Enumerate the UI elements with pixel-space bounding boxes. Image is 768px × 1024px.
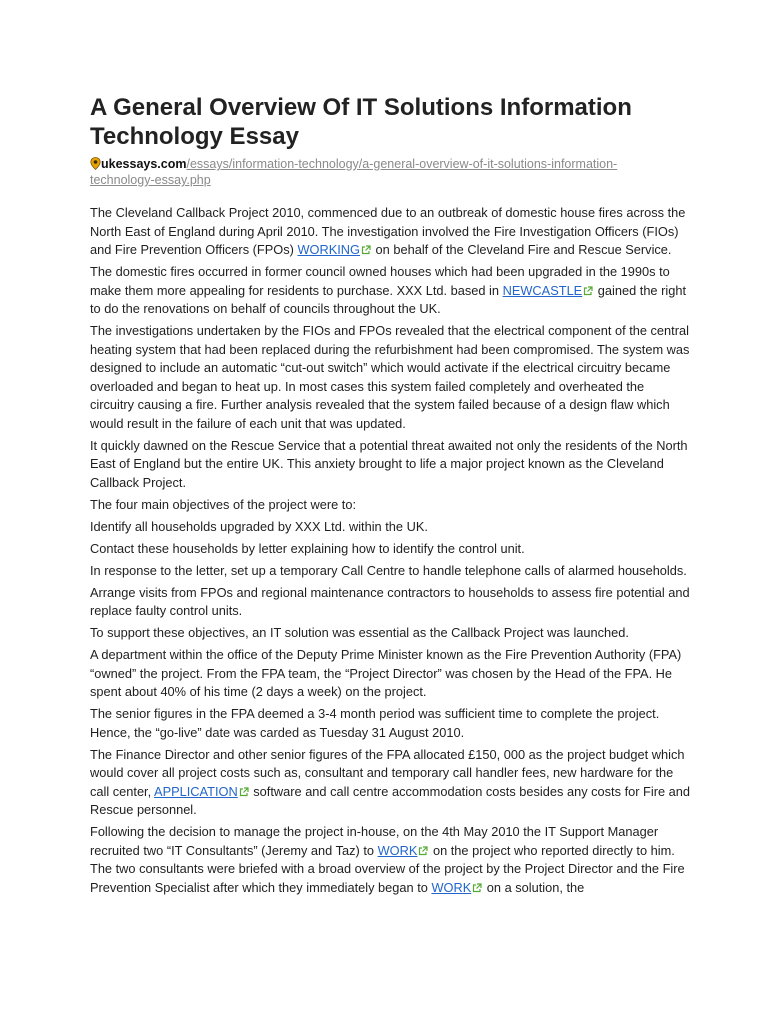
document-title: A General Overview Of IT Solutions Information Technology Essay (90, 94, 632, 150)
paragraph-text: on a solution, the (483, 879, 585, 895)
external-link-icon[interactable] (472, 883, 482, 893)
paragraph-text: gained the right to do the renovations on behalf of councils throughout the UK. (90, 282, 686, 316)
paragraph-text: software and call centre accommodation costs besides any costs for Fire and Rescue personnel. (90, 783, 690, 817)
paragraph-text: The senior figures in the FPA deemed a 3-4 month period was sufficient time to complete the project. Hence, the “go-live” date was carded as Tuesday 31 August 2010. (90, 706, 660, 740)
source-domain-link[interactable]: ukessays.com (101, 157, 187, 171)
keyword-link-work[interactable]: WORK (431, 879, 472, 895)
keyword-link-newcastle[interactable]: NEWCASTLE (502, 282, 583, 298)
source-line (90, 156, 670, 188)
paragraph-text: A department within the office of the Deputy Prime Minister known as the Fire Prevention Authority (FPA) “owned” the project. From the FPA team, the “Project Director” was chosen by the Head of the FPA. He spent about 40% of his time (2 days a week) on the project. (90, 647, 682, 699)
paragraph-text: Following the decision to manage the project in-house, on the 4th May 2010 the IT Support Manager recruited two “IT Consultants” (Jeremy and Taz) to (90, 824, 659, 858)
keyword-link-work[interactable]: WORK (377, 842, 418, 858)
pin-icon (90, 157, 101, 170)
paragraph-text: Contact these households by letter explaining how to identify the control unit. (90, 540, 525, 556)
paragraph-text: In response to the letter, set up a temporary Call Centre to handle telephone calls of alarmed households. (90, 562, 687, 578)
paragraph (90, 540, 690, 559)
paragraph (90, 496, 690, 515)
paragraph-text: on the project who reported directly to him. The two consultants were briefed with a broad overview of the project by the Project Director and the Fire Prevention Specialist after which they immediately began to (90, 842, 685, 895)
essay-body (90, 204, 690, 901)
paragraph (90, 437, 690, 493)
paragraph-text: The domestic fires occurred in former council owned houses which had been upgraded in the 1990s to make them more appealing for residents to purchase. XXX Ltd. based in (90, 264, 670, 298)
paragraph (90, 518, 690, 537)
keyword-link-working[interactable]: WORKING (297, 242, 360, 257)
keyword-link-application[interactable]: APPLICATION (154, 783, 238, 799)
external-link-icon[interactable] (418, 846, 428, 856)
paragraph-text: The Finance Director and other senior figures of the FPA allocated £150, 000 as the project budget which would cover all project costs such as, consultant and temporary call handler fees, new hardware for the call center, (90, 746, 685, 799)
paragraph (90, 263, 690, 319)
external-link-icon[interactable] (361, 245, 371, 255)
paragraph-text: Arrange visits from FPOs and regional maintenance contractors to households to assess fire potential and replace faulty control units. (90, 584, 690, 618)
paragraph (90, 322, 690, 433)
paragraph (90, 624, 690, 643)
paragraph-text: The investigations undertaken by the FIOs and FPOs revealed that the electrical component of the central heating system that had been replaced during the refurbishment had been compromised. The system was designed to include an automatic “cut-out switch” which would activate if the electrical circuitry became overloaded and began to heat up. In most cases this system failed completely and overheated the circuitry causing a fire. Further analysis revealed that the system failed because of a design flaw which would result in the failure of each unit that was updated. (90, 323, 690, 431)
paragraph-text: The Cleveland Callback Project 2010, commenced due to an outbreak of domestic house fires across the North East of England during April 2010. The investigation involved the Fire Investigation Officers (FIOs) and Fire Prevention Officers (FPOs) (90, 205, 686, 257)
paragraph (90, 823, 690, 897)
external-link-icon[interactable] (239, 787, 249, 797)
paragraph-text: Identify all households upgraded by XXX Ltd. within the UK. (90, 518, 428, 534)
paragraph (90, 705, 690, 742)
paragraph-text: on behalf of the Cleveland Fire and Rescue Service. (372, 242, 672, 257)
paragraph (90, 562, 690, 581)
paragraph (90, 746, 690, 820)
source-path-link[interactable]: /essays/information-technology/a-general-overview-of-it-solutions-information-technology-essay.php (90, 157, 618, 187)
paragraph-text: To support these objectives, an IT solution was essential as the Callback Project was launched. (90, 625, 629, 640)
paragraph (90, 646, 690, 702)
paragraph-text: It quickly dawned on the Rescue Service that a potential threat awaited not only the residents of the North East of England but the entire UK. This anxiety brought to life a major project known as the Cleveland Callback Project. (90, 437, 688, 490)
paragraph (90, 584, 690, 621)
external-link-icon[interactable] (583, 286, 593, 296)
paragraph (90, 204, 690, 260)
paragraph-text: The four main objectives of the project were to: (90, 496, 357, 512)
